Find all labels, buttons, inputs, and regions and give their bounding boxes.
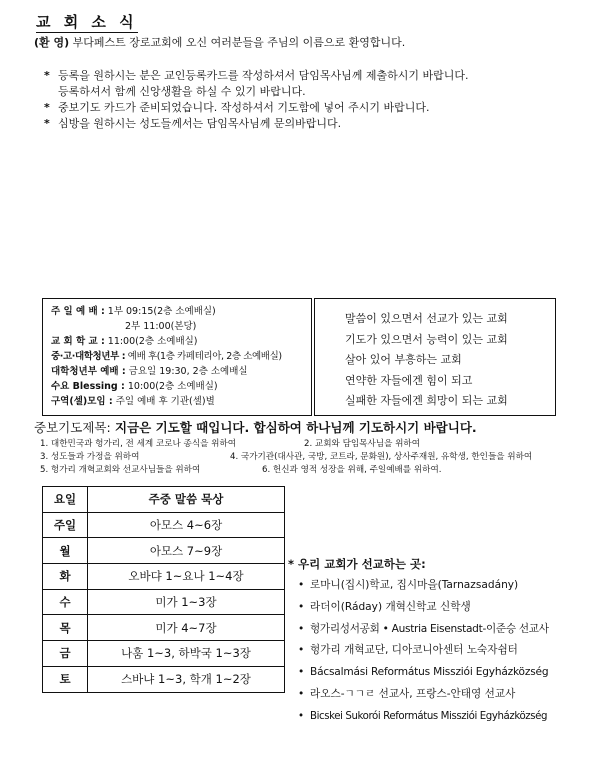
column-header-reading: 주중 말씀 묵상 bbox=[88, 487, 285, 513]
reading-cell: 아모스 7~9장 bbox=[88, 538, 285, 564]
schedule-value: 2부 11:00(본당) bbox=[125, 321, 197, 332]
prayer-row bbox=[40, 464, 600, 477]
mission-text: 라더이(Ráday) 개혁신학교 신학생 bbox=[310, 600, 471, 613]
table-row bbox=[43, 641, 285, 667]
schedule-value: 1부 09:15(2층 소예배실) bbox=[104, 306, 216, 317]
reading-cell: 아모스 4~6장 bbox=[88, 512, 285, 538]
day-cell: 목 bbox=[43, 615, 88, 641]
mission-list bbox=[298, 575, 598, 728]
notice-line: 심방을 원하시는 성도들께서는 담임목사님께 문의바랍니다. bbox=[58, 117, 342, 130]
worship-schedule-box bbox=[42, 298, 312, 416]
reading-cell: 스바냐 1~3, 학개 1~2장 bbox=[88, 666, 285, 692]
schedule-row bbox=[51, 304, 311, 319]
mission-text: 헝가리 개혁교단, 디아코니아센터 노숙자쉼터 bbox=[310, 644, 518, 657]
mission-item bbox=[298, 597, 598, 619]
schedule-label: 대학청년부 예배 : bbox=[51, 366, 126, 377]
notice-item bbox=[44, 116, 594, 132]
mission-text: 로마니(집시)학교, 집시마을(Tarnazsadány) bbox=[310, 579, 519, 591]
schedule-row bbox=[51, 319, 311, 334]
motto-line: 말씀이 있으면서 선교가 있는 교회 bbox=[345, 312, 508, 325]
welcome-line bbox=[34, 35, 594, 51]
schedule-label: 수요 Blessing : bbox=[51, 381, 125, 392]
prayer-item: 2. 교회와 담임목사님을 위하여 bbox=[304, 439, 421, 449]
table-row bbox=[43, 564, 285, 590]
mission-text: Bácsalmási Református Missziói Egyházközség bbox=[310, 666, 549, 679]
notice-line: 등록을 원하시는 분은 교인등록카드를 작성하셔서 담임목사님께 제출하시기 바랍니다. bbox=[58, 69, 469, 82]
mission-item bbox=[298, 684, 598, 706]
prayer-item: 4. 국가기관(대사관, 국방, 코트라, 문화원), 상사주재원, 유학생, 한인들을 위하여 bbox=[230, 452, 533, 462]
schedule-value: 11:00(2층 소예배실) bbox=[104, 336, 198, 347]
prayer-item: 6. 헌신과 영적 성장을 위해, 주일예배를 위하여. bbox=[262, 465, 442, 475]
mission-item bbox=[298, 575, 598, 597]
table-header-row bbox=[43, 487, 285, 513]
reading-cell: 나훔 1~3, 하박국 1~3장 bbox=[88, 641, 285, 667]
asterisk-mark: * bbox=[44, 101, 50, 114]
table-row bbox=[43, 589, 285, 615]
motto-line: 실패한 자들에겐 희망이 되는 교회 bbox=[345, 394, 508, 407]
asterisk-mark: * bbox=[44, 117, 50, 130]
motto-line: 연약한 자들에겐 힘이 되고 bbox=[345, 373, 473, 387]
table-row bbox=[43, 512, 285, 538]
mission-item bbox=[298, 706, 598, 728]
mission-text: 헝가리성서공회 • Austria Eisenstadt-이준승 선교사 bbox=[310, 622, 549, 635]
motto-line: 기도가 있으면서 능력이 있는 교회 bbox=[345, 332, 508, 346]
schedule-label: 구역(셀)모임 : bbox=[51, 396, 113, 407]
schedule-value: 주일 예배 후 기관(셀)별 bbox=[112, 396, 215, 407]
weekly-reading-table bbox=[42, 486, 285, 693]
reading-cell: 미가 4~7장 bbox=[88, 615, 285, 641]
schedule-row bbox=[51, 394, 311, 409]
prayer-row bbox=[40, 438, 600, 451]
mission-text: Bicskei Sukorói Református Missziói Egyházközség bbox=[310, 710, 548, 722]
schedule-row bbox=[51, 349, 311, 364]
mission-text: 라오스-ㄱㄱㄹ 선교사, 프랑스-안태영 선교사 bbox=[310, 687, 516, 700]
notice-list bbox=[44, 68, 594, 132]
day-cell: 월 bbox=[43, 538, 88, 564]
schedule-label: 교 회 학 교 : bbox=[51, 336, 105, 347]
mission-item bbox=[298, 619, 598, 641]
schedule-row bbox=[51, 334, 311, 349]
bullet-dot: • bbox=[298, 622, 304, 635]
day-cell: 주일 bbox=[43, 512, 88, 538]
bullet-dot: • bbox=[298, 600, 305, 613]
notice-item bbox=[44, 68, 594, 100]
mission-item bbox=[298, 640, 598, 662]
welcome-label: (환 영) bbox=[34, 36, 70, 49]
prayer-item: 3. 성도들과 가정을 위하여 bbox=[40, 452, 140, 462]
prayer-intro: 지금은 기도할 때입니다. 합심하여 하나님께 기도하시기 바랍니다. bbox=[110, 420, 477, 435]
column-header-day: 요일 bbox=[43, 487, 88, 513]
schedule-value: 금요일 19:30, 2층 소예배실 bbox=[125, 366, 248, 377]
bullet-dot: • bbox=[298, 687, 305, 700]
schedule-value: 예배 후(1층 카페테리아, 2층 소예배실) bbox=[125, 351, 282, 362]
bullet-dot: • bbox=[298, 579, 305, 591]
motto-line: 살아 있어 부흥하는 교회 bbox=[345, 353, 462, 366]
bullet-dot: • bbox=[298, 710, 304, 722]
bullet-dot: • bbox=[298, 644, 305, 657]
mission-heading: * 우리 교회가 선교하는 곳: bbox=[288, 557, 426, 571]
prayer-item: 1. 대한민국과 헝가리, 전 세계 코로나 종식을 위하여 bbox=[40, 439, 237, 449]
mission-item bbox=[298, 662, 598, 684]
day-cell: 토 bbox=[43, 666, 88, 692]
table-row bbox=[43, 666, 285, 692]
welcome-text: 부다페스트 장로교회에 오신 여러분들을 주님의 이름으로 환영합니다. bbox=[72, 36, 406, 49]
schedule-value: 10:00(2층 소예배실) bbox=[124, 381, 218, 392]
notice-item bbox=[44, 100, 594, 116]
prayer-item: 5. 헝가리 개혁교회와 선교사님들을 위하여 bbox=[40, 465, 201, 475]
prayer-label: 중보기도제목: bbox=[34, 420, 111, 435]
schedule-label: 주 일 예 배 : bbox=[51, 306, 105, 317]
table-row bbox=[43, 615, 285, 641]
prayer-list bbox=[40, 438, 600, 477]
day-cell: 화 bbox=[43, 564, 88, 590]
day-cell: 수 bbox=[43, 589, 88, 615]
day-cell: 금 bbox=[43, 641, 88, 667]
notice-line: 등록하셔서 함께 신앙생활을 하실 수 있기 바랍니다. bbox=[58, 85, 306, 98]
schedule-row bbox=[51, 379, 311, 394]
prayer-heading bbox=[34, 420, 477, 436]
page-title: 교 회 소 식 bbox=[36, 13, 138, 31]
reading-cell: 오바댜 1~요나 1~4장 bbox=[88, 564, 285, 590]
table-row bbox=[43, 538, 285, 564]
schedule-label: 중·고·대학청년부 : bbox=[51, 351, 126, 362]
notice-line: 중보기도 카드가 준비되었습니다. 작성하셔서 기도함에 넣어 주시기 바랍니다. bbox=[58, 101, 430, 114]
church-motto-box bbox=[314, 298, 556, 416]
schedule-row bbox=[51, 364, 311, 379]
asterisk-mark: * bbox=[44, 69, 50, 82]
bullet-dot: • bbox=[298, 666, 305, 679]
reading-cell: 미가 1~3장 bbox=[88, 589, 285, 615]
prayer-row bbox=[40, 451, 600, 464]
